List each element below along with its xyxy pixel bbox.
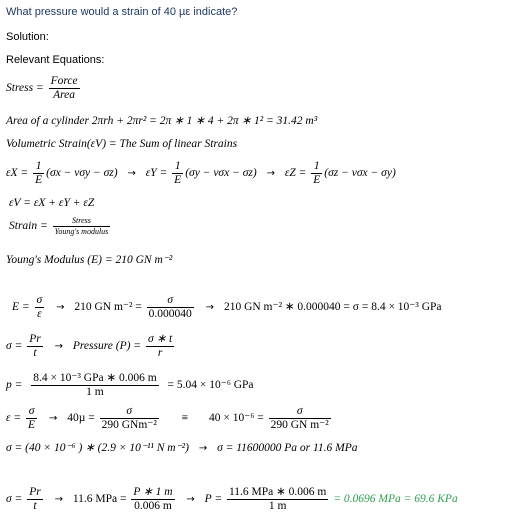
e-line-mid: 210 GN m⁻² = — [74, 301, 142, 314]
strain-y-rhs: (σy − νσx − σz) — [185, 167, 257, 180]
final-answer: = 0.0696 MPa = 69.6 KPa — [333, 493, 458, 506]
e-line-lhs: E = — [12, 301, 30, 314]
eps-line-f2-den: 290 GNm⁻² — [101, 419, 157, 431]
sigma-line-f2-num: σ ∗ t — [147, 333, 173, 345]
p-line-lhs: p = — [6, 379, 23, 392]
right-arrow-icon: → — [54, 494, 63, 506]
strain-y-num: 1 — [172, 160, 183, 174]
stress-result: σ = 11600000 Pa or 11.6 MPa — [217, 442, 358, 454]
sigma-line-f2-den: r — [157, 347, 163, 359]
eps-line-f3-den: 290 GN m⁻² — [270, 419, 329, 431]
p-line-rhs: = 5.04 × 10⁻⁶ GPa — [167, 379, 254, 392]
e-line-f2-num: σ — [147, 294, 194, 308]
right-arrow-icon: → — [186, 494, 195, 506]
relevant-equations-label: Relevant Equations: — [6, 54, 105, 66]
final-f3-den: 1 m — [268, 500, 287, 512]
e-line-rhs: 210 GN m⁻² ∗ 0.000040 = σ = 8.4 × 10⁻³ GPa — [223, 301, 442, 314]
strain-y-lhs: εY = — [145, 167, 168, 180]
strain-z-fraction — [311, 160, 322, 187]
strain-x-fraction — [33, 160, 44, 187]
e-line-fraction-1 — [35, 294, 45, 321]
strain-relation-line — [6, 405, 333, 432]
final-f3-num: 11.6 MPa ∗ 0.006 m — [228, 486, 327, 498]
right-arrow-icon: → — [56, 302, 65, 314]
eps-line-f2-num: σ — [100, 405, 159, 419]
strain-def-den: Young's modulus — [54, 227, 109, 236]
stress-equation — [6, 75, 82, 102]
stress-lhs: Stress = — [6, 82, 44, 95]
strain-x-lhs: εX = — [6, 167, 29, 180]
strain-x-rhs: (σx − νσy − σz) — [46, 167, 118, 180]
final-fraction-1 — [27, 486, 43, 513]
volumetric-strain-equation: Volumetric Strain(εV) = The Sum of linear Strains — [6, 138, 238, 150]
p-line-num: 8.4 × 10⁻³ GPa ∗ 0.006 m — [33, 372, 157, 384]
youngs-modulus-value: Young's Modulus (E) = 210 GN m⁻² — [6, 254, 173, 266]
stress-den: Area — [53, 89, 76, 101]
final-f1-den: t — [33, 500, 37, 512]
sigma-line-mid: Pressure (P) = — [72, 340, 142, 353]
sigma-line-f1-den: t — [33, 347, 37, 359]
final-mid: 11.6 MPa = — [72, 493, 127, 506]
final-fraction-3 — [227, 486, 328, 513]
strain-definition-equation — [9, 216, 112, 237]
stress-num: Force — [50, 75, 78, 87]
right-arrow-icon: → — [266, 168, 275, 180]
pressure-calculation-line — [6, 372, 254, 399]
eps-line-fraction-2 — [100, 405, 159, 432]
right-arrow-icon: → — [54, 341, 63, 353]
strain-y-den: E — [174, 174, 182, 186]
sigma-line-fraction-2 — [146, 333, 174, 360]
eps-line-f1-num: σ — [26, 405, 37, 419]
eps-line-mid2: 40 × 10⁻⁶ = — [209, 412, 264, 425]
sigma-line-fraction-1 — [27, 333, 43, 360]
final-pressure-line — [6, 486, 458, 513]
e-line-fraction-2 — [147, 294, 194, 321]
linear-strain-equations — [6, 160, 396, 187]
strain-def-fraction — [53, 216, 111, 237]
p-line-fraction — [31, 372, 158, 399]
volumetric-sum-equation: εV = εX + εY + εZ — [9, 197, 95, 209]
strain-z-lhs: εZ = — [284, 167, 307, 180]
hoop-stress-line — [6, 333, 176, 360]
eps-line-fraction-1 — [26, 405, 37, 432]
final-f2-den: 0.006 m — [134, 500, 172, 512]
strain-z-den: E — [313, 174, 321, 186]
eps-line-f3-num: σ — [269, 405, 331, 419]
final-p: P = — [204, 493, 223, 506]
stress-calculation-line — [12, 294, 442, 321]
eps-line-f1-den: E — [28, 419, 36, 431]
right-arrow-icon: → — [198, 443, 208, 454]
e-line-f1-num: σ — [36, 294, 43, 306]
final-fraction-2 — [131, 486, 174, 513]
right-arrow-icon: → — [48, 413, 58, 425]
eps-line-mid: 40µ = — [67, 412, 95, 425]
strain-def-lhs: Strain = — [9, 220, 48, 233]
strain-z-rhs: (σz − νσx − σy) — [324, 167, 396, 180]
strain-x-num: 1 — [33, 160, 44, 174]
strain-def-num: Stress — [53, 216, 111, 227]
strain-z-num: 1 — [311, 160, 322, 174]
strain-y-fraction — [172, 160, 183, 187]
final-f1-num: Pr — [29, 486, 41, 498]
sigma-line-lhs: σ = — [6, 340, 23, 353]
stress-fraction — [49, 75, 80, 102]
final-f2-num: P ∗ 1 m — [133, 486, 173, 498]
eps-line-lhs: ε = — [6, 412, 22, 425]
eps-line-fraction-3 — [269, 405, 331, 432]
question-text: What pressure would a strain of 40 µε indicate? — [6, 6, 238, 18]
solution-label: Solution: — [6, 31, 49, 43]
e-line-f2-den: 0.000040 — [148, 308, 192, 320]
right-arrow-icon: → — [205, 302, 215, 314]
e-line-f1-den: ε — [37, 308, 42, 320]
right-arrow-icon: → — [127, 168, 136, 180]
final-lhs: σ = — [6, 493, 23, 506]
stress-value-line — [6, 440, 358, 454]
stress-product: σ = (40 × 10⁻⁶ ) ∗ (2.9 × 10⁻¹¹ N m⁻²) — [6, 442, 189, 454]
strain-x-den: E — [35, 174, 43, 186]
p-line-den: 1 m — [86, 386, 104, 398]
equivalence-symbol: ≡ — [181, 412, 189, 425]
sigma-line-f1-num: Pr — [29, 333, 41, 345]
cylinder-area-equation: Area of a cylinder 2πrh + 2πr² = 2π ∗ 1 ∗ 4 + 2π ∗ 1² = 31.42 m³ — [6, 115, 318, 127]
